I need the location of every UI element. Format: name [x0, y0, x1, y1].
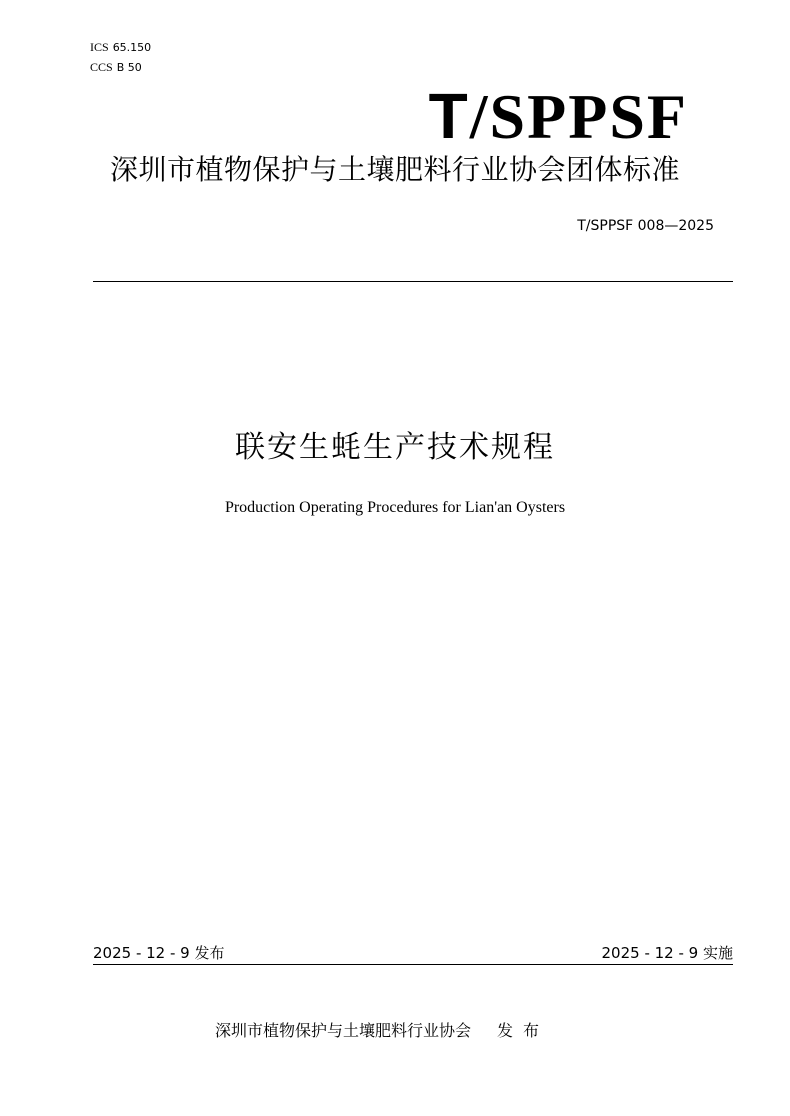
ccs-classification — [90, 60, 142, 75]
issue-date: 2025 - 12 - 9 发布 — [93, 944, 225, 962]
association-standard-title: 深圳市植物保护与土壤肥料行业协会团体标准 — [109, 153, 680, 186]
publisher-line — [215, 1020, 549, 1042]
ics-code: 65.150 — [112, 41, 152, 54]
ccs-code: B 50 — [116, 61, 142, 74]
publisher-name: 深圳市植物保护与土壤肥料行业协会 — [215, 1021, 472, 1040]
ics-classification — [90, 40, 151, 55]
top-divider — [93, 281, 733, 282]
bottom-divider — [93, 964, 733, 965]
publisher-label: 发布 — [497, 1021, 550, 1040]
document-title-en: Production Operating Procedures for Lian'an Oysters — [224, 499, 566, 516]
logo-prefix: T — [428, 80, 470, 152]
document-title-cn: 联安生蚝生产技术规程 — [235, 430, 555, 465]
standard-logo — [429, 80, 688, 153]
logo-rest: /SPPSF — [469, 81, 688, 152]
ics-label: ICS — [90, 40, 109, 54]
ccs-label: CCS — [90, 60, 113, 74]
implementation-date: 2025 - 12 - 9 实施 — [601, 944, 733, 962]
standard-number: T/SPPSF 008—2025 — [577, 218, 714, 234]
